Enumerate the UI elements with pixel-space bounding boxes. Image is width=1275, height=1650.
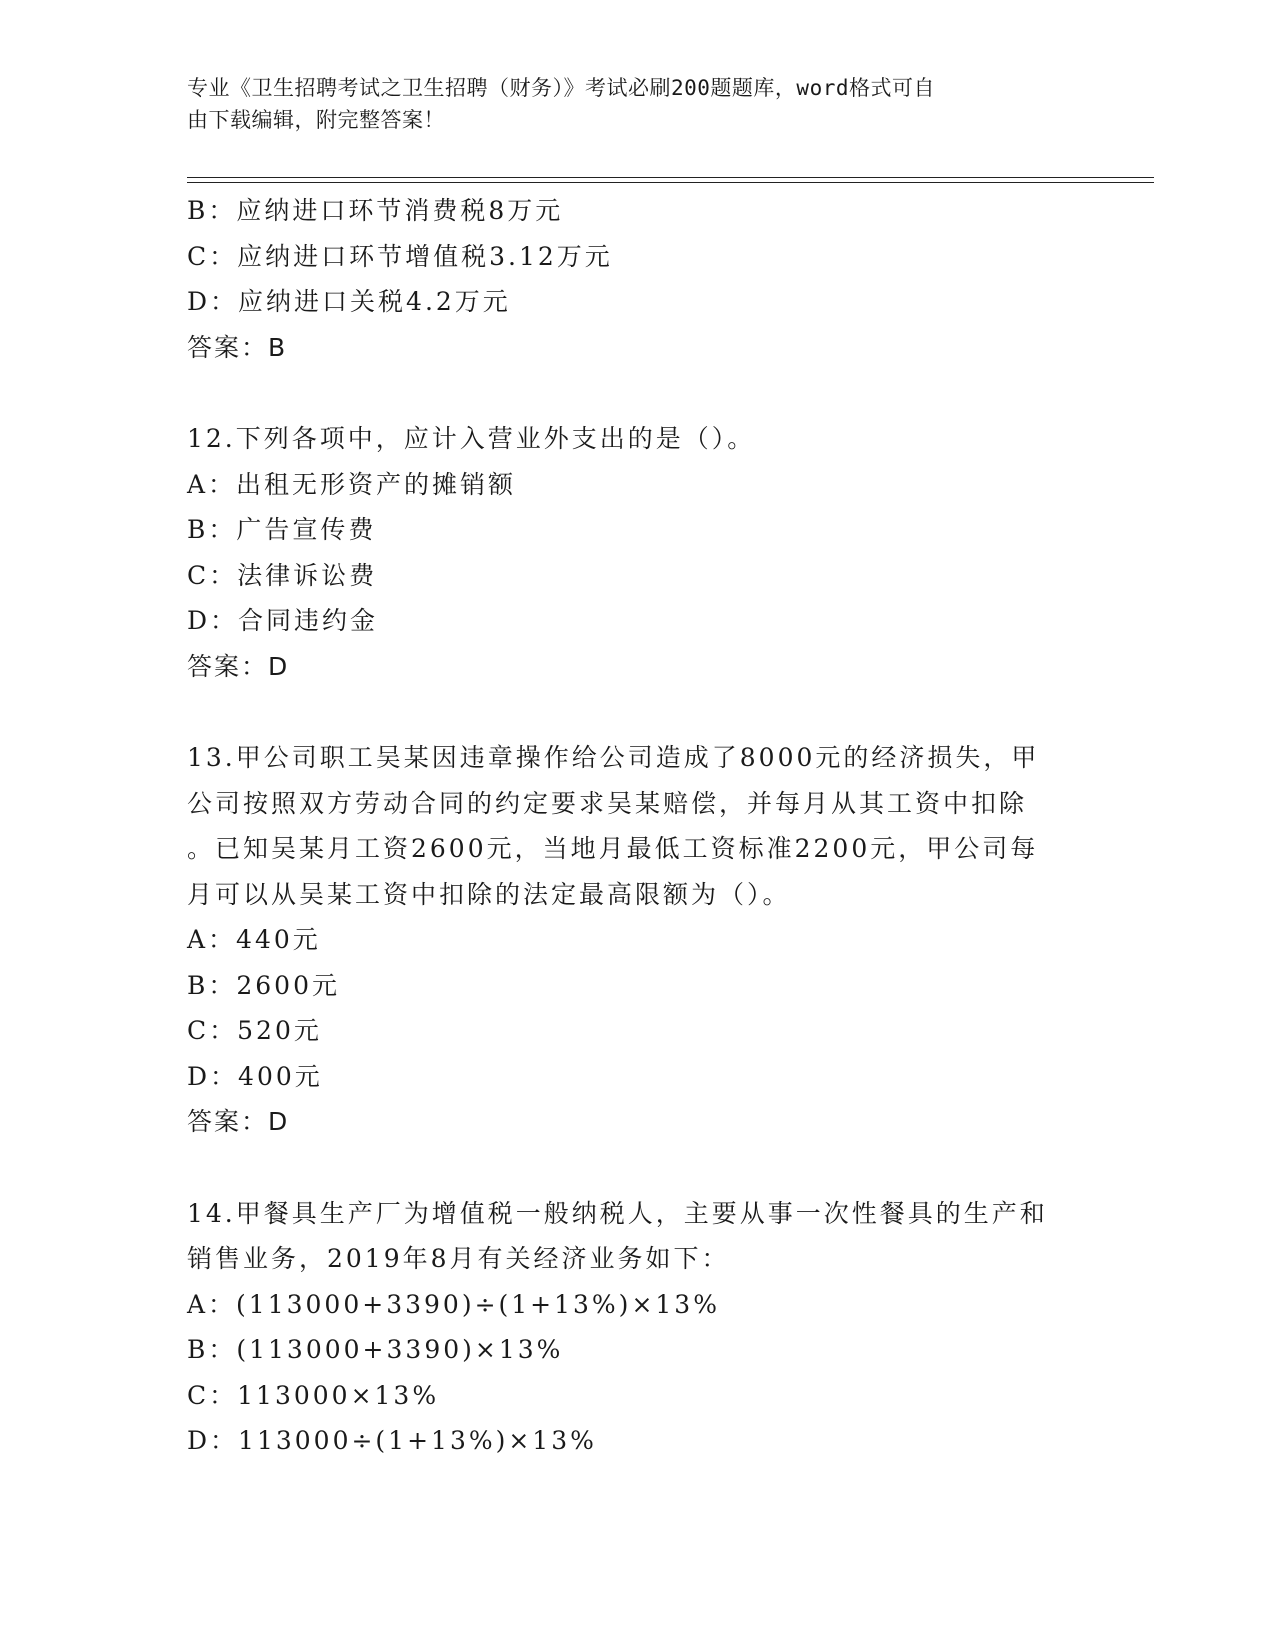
question-stem-line: 销售业务，2019年8月有关经济业务如下： <box>187 1244 730 1273</box>
option-d: D：合同违约金 <box>187 606 379 635</box>
option-a: A：(113000+3390)÷(1+13%)×13% <box>187 1289 720 1319</box>
option-c: C：520元 <box>187 1016 322 1045</box>
option-a: A：440元 <box>187 925 321 954</box>
option-d: D：113000÷(1+13%)×13% <box>187 1426 597 1455</box>
question-stem-line: 。已知吴某月工资2600元，当地月最低工资标准2200元，甲公司每 <box>187 834 1039 863</box>
answer: 答案：D <box>187 651 290 681</box>
header-line-1: 专业《卫生招聘考试之卫生招聘（财务）》考试必刷200题题库，word格式可自 <box>187 76 935 100</box>
option-c: C：应纳进口环节增值税3.12万元 <box>187 241 613 271</box>
header-divider-bottom <box>187 182 1154 183</box>
question-stem: 12.下列各项中，应计入营业外支出的是（）。 <box>187 424 756 453</box>
question-stem-line: 13.甲公司职工吴某因违章操作给公司造成了8000元的经济损失，甲 <box>187 743 1040 772</box>
question-stem-line: 公司按照双方劳动合同的约定要求吴某赔偿，并每月从其工资中扣除 <box>187 788 1028 818</box>
option-b: B：广告宣传费 <box>187 515 377 544</box>
option-b: B：应纳进口环节消费税8万元 <box>187 196 564 225</box>
question-list <box>187 188 1087 1464</box>
option-c: C：法律诉讼费 <box>187 560 378 590</box>
question-stem-line: 14.甲餐具生产厂为增值税一般纳税人，主要从事一次性餐具的生产和 <box>187 1198 1048 1228</box>
answer: 答案：D <box>187 1107 290 1136</box>
question-11-tail <box>187 188 1087 370</box>
option-a: A：出租无形资产的摊销额 <box>187 469 517 499</box>
document-header <box>187 72 1067 136</box>
question-stem-line: 月可以从吴某工资中扣除的法定最高限额为（）。 <box>187 879 791 909</box>
question-13 <box>187 735 1087 1145</box>
header-line-2: 由下载编辑，附完整答案！ <box>187 108 445 132</box>
header-divider-top <box>187 177 1154 178</box>
option-d: D：应纳进口关税4.2万元 <box>187 287 511 316</box>
question-14 <box>187 1191 1087 1464</box>
option-b: B：2600元 <box>187 970 340 1000</box>
option-d: D：400元 <box>187 1061 323 1091</box>
question-12 <box>187 416 1087 689</box>
option-c: C：113000×13% <box>187 1380 440 1410</box>
option-b: B：(113000+3390)×13% <box>187 1335 564 1364</box>
answer: 答案：B <box>187 332 288 362</box>
